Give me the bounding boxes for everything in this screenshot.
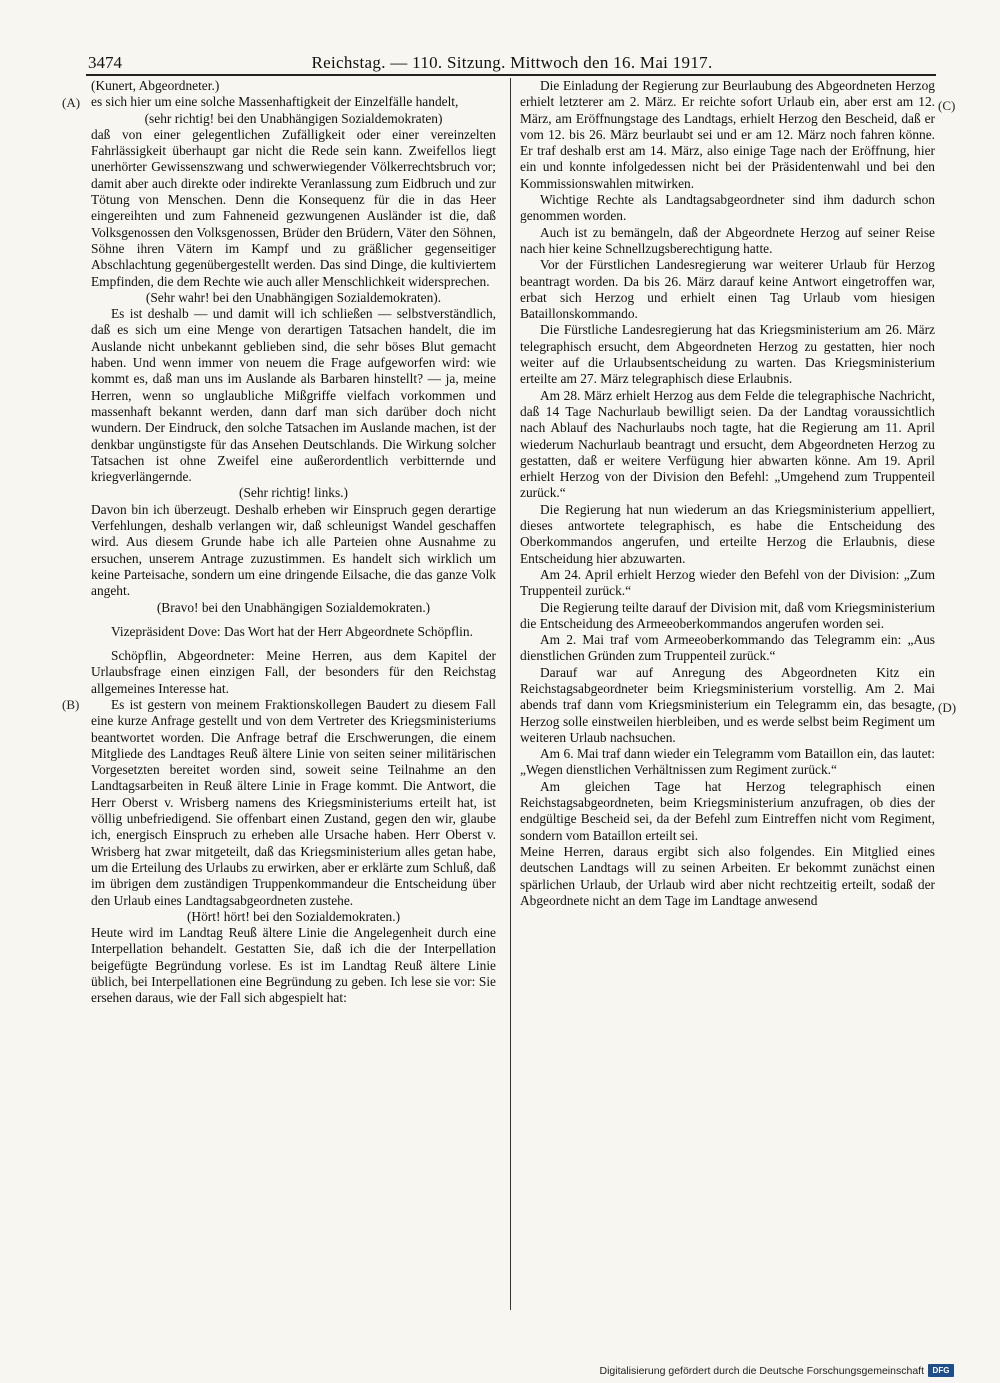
paragraph: Vizepräsident Dove: Das Wort hat der Herr Abgeordnete Schöpflin. xyxy=(111,623,473,639)
paragraph: Auch ist zu bemängeln, daß der Abgeordnete Herzog auf seiner Reise nach hier keine Schnellzugsberechtigung hatte. xyxy=(520,224,935,256)
margin-marker-c: (C) xyxy=(938,98,956,113)
paragraph: es sich hier um eine solche Massenhaftigkeit der Einzelfälle handelt, xyxy=(91,94,459,110)
paragraph: Davon bin ich überzeugt. Deshalb erheben wir Einspruch gegen derartige Verfehlungen, deshalb verlangen wir, daß schleunigst Wandel geschaffen wird. Aus diesem Grunde habe ich alle Parteien ohne Ausnahme zu ersuchen, unserem Antrage zuzustimmen. Es handelt sich wirklich um keine Parteisache, sondern um eine dringende Eilsache, die das ganze Volk angeht. xyxy=(91,501,496,599)
paragraph: Am 6. Mai traf dann wieder ein Telegramm vom Bataillon ein, das lautet: „Wegen dienstlichen Verhältnissen zum Regiment zurück.“ xyxy=(520,746,935,778)
column-divider xyxy=(510,78,511,1310)
paragraph: Die Einladung der Regierung zur Beurlaubung des Abgeordneten Herzog erhielt letzterer am 2. März. Er reichte sofort Urlaub ein, aber erst am 12. März, am Eröffnungstage des Landtags, erhielt Herzog den Bescheid, daß er vom 12. bis 26. März beurlaubt sei und er am 12. März noch fahren könne. Er traf deshalb erst am 14. März, also einige Tage nach der Eröffnung, hier ein und konnte infolgedessen nicht bei der Präsidentenwahl und bei den Kommissionswahlen mitwirken. xyxy=(520,78,935,191)
page-number: 3474 xyxy=(88,53,122,72)
margin-marker-b: (B) xyxy=(62,697,80,712)
paragraph: Am gleichen Tage hat Herzog telegraphisch einen Reichstagsabgeordneten, beim Kriegsministerium anzufragen, ob dies der endgültige Bescheid sei, da der Befehl zum Eintreffen nicht vom Regiment, sondern vom Bataillon erteilt sei. xyxy=(520,778,935,843)
dfg-logo: DFG xyxy=(928,1364,954,1377)
paragraph: Die Fürstliche Landesregierung hat das Kriegsministerium am 26. März telegraphisch ersucht, dem Abgeordneten Herzog zu gestatten, hier noch weiter auf die Urlaubsentscheidung zu warten. Das Kriegsministerium erteilte am 27. März telegraphisch diese Erlaubnis. xyxy=(520,322,935,387)
left-column xyxy=(91,78,496,1308)
paragraph: (Bravo! bei den Unabhängigen Sozialdemokraten.) xyxy=(156,599,431,615)
header-rule xyxy=(86,74,936,76)
funding-note: Digitalisierung gefördert durch die Deutsche Forschungsgemeinschaft xyxy=(599,1364,924,1377)
running-title: Reichstag. — 110. Sitzung. Mittwoch den 16. Mai 1917. xyxy=(311,53,713,72)
paragraph: daß von einer gelegentlichen Zufälligkeit oder einer vereinzelten Fahrlässigkeit überhaupt gar nicht die Rede sein kann. Zweifellos liegt unerhörter Gewissenszwang und schwerwiegender Völkerrechtsbruch vor; damit aber auch direkte oder indirekte Veranlassung zum Eidbruch und zur Tötung von Menschen. Denn die Konsequenz für die in das Heer eingereihten und zum Fahneneid gezwungenen Ausländer ist die, daß Volksgenossen den Volksgenossen, Brüder den Brüdern, Väter den Söhnen, Söhne ihren Vätern im Kampf und zu gräßlicher gegenseitiger Abschlachtung gegenübergestellt werden. Das sind Dinge, die kultiviertem Empfinden, die dem Rechte wie auch aller Menschlichkeit widersprechen. xyxy=(91,126,496,289)
paragraph: Darauf war auf Anregung des Abgeordneten Kitz ein Reichstagsabgeordneter beim Kriegsministerium vorstellig. Am 2. Mai abends traf dann vom Kriegsministerium ein Telegramm ein, das besagte, Herzog solle einstweilen hierbleiben, und es werde selbst beim Regiment um weiteren Urlaub nachsuchen. xyxy=(520,664,935,745)
paragraph: Vor der Fürstlichen Landesregierung war weiterer Urlaub für Herzog beantragt worden. Da bis 26. März darauf keine Antwort eingetroffen war, erbat sich Herzog und erhielt einen Tag Urlaub vom hiesigen Bataillonskommando. xyxy=(520,257,935,322)
right-column xyxy=(520,78,935,1308)
paragraph: (Sehr wahr! bei den Unabhängigen Sozialdemokraten). xyxy=(145,289,442,305)
paragraph: (Hört! hört! bei den Sozialdemokraten.) xyxy=(186,908,401,924)
paragraph: Die Regierung hat nun wiederum an das Kriegsministerium appelliert, dieses antwortete telegraphisch, es habe die Entscheidung des Oberkommandos angerufen, und erteilte Herzog die Erlaubnis, diese Entscheidung hier abzuwarten. xyxy=(520,501,935,566)
paragraph: Wichtige Rechte als Landtagsabgeordneter sind ihm dadurch schon genommen worden. xyxy=(520,192,935,224)
footer-credit xyxy=(599,1364,954,1377)
paragraph: (Kunert, Abgeordneter.) xyxy=(91,78,220,93)
paragraph: Heute wird im Landtag Reuß ältere Linie die Angelegenheit durch eine Interpellation behandelt. Gestatten Sie, daß ich die der Interpellation beigefügte Begründung vorlese. Es ist im Landtag Reuß ältere Linie üblich, bei Interpellationen eine Begründung zu geben. Ich lese sie vor: Sie ersehen daraus, wie der Fall sich abgespielt hat: xyxy=(91,925,496,1006)
margin-marker-a: (A) xyxy=(62,95,81,110)
margin-marker-d: (D) xyxy=(938,700,957,715)
paragraph: (Sehr richtig! links.) xyxy=(239,485,348,501)
paragraph: Es ist gestern von meinem Fraktionskollegen Baudert zu diesem Fall eine kurze Anfrage gestellt und von dem Vertreter des Kriegsministeriums beantwortet worden. Die Anfrage betraf die Erschwerungen, die einem Mitgliede des Landtages Reuß ältere Linie von seiten seiner militärischen Vorgesetzten bereitet worden sind, soweit seine Teilnahme an den Landtagsarbeiten in Reuß ältere Linie in Frage kommt. Die Antwort, die Herr Oberst v. Wrisberg namens des Kriegsministeriums erteilt hat, ist völlig unbefriedigend. Sie offenbart einen Zustand, gegen den wir, glaube ich, energisch Einspruch zu erheben alle Ursache haben. Herr Oberst v. Wrisberg hat zwar mitgeteilt, daß das Kriegsministerium alles getan habe, um die Erteilung des Urlaubs zu erwirken, aber er erklärte zum Schluß, daß im übrigen dem zuständigen Truppenkommandeur die Entscheidung über den Urlaub eines Landtagsabgeordneten zustehe. xyxy=(91,696,496,908)
paragraph: (sehr richtig! bei den Unabhängigen Sozialdemokraten) xyxy=(144,110,443,126)
paragraph: Am 24. April erhielt Herzog wieder den Befehl von der Division: „Zum Truppenteil zurück.“ xyxy=(520,566,935,599)
paragraph: Die Regierung teilte darauf der Division mit, daß vom Kriegsministerium die Entscheidung des Armeeoberkommandos angerufen worden sei. xyxy=(520,599,935,631)
paragraph: Am 28. März erhielt Herzog aus dem Felde die telegraphische Nachricht, daß 14 Tage Nachurlaub bewilligt seien. Da der Landtag voraussichtlich nach Ablauf des Nachurlaubs noch tagte, hat die Regierung am 11. April wiederum Nachurlaub beantragt und ersucht, dem Abgeordneten Herzog zu gestatten, daß er weitere Verfügung hier abwarten könne. Am 19. April erhielt Herzog von der Division den Befehl: „Umgehend zum Truppenteil zurück.“ xyxy=(520,387,935,501)
paragraph: Am 2. Mai traf vom Armeeoberkommando das Telegramm ein: „Aus dienstlichen Gründen zum Truppenteil zurück.“ xyxy=(520,632,935,664)
paragraph: Schöpflin, Abgeordneter: Meine Herren, aus dem Kapitel der Urlaubsfrage einen einzigen Fall, der besonders für den Reichstag allgemeines Interesse hat. xyxy=(91,648,496,696)
paragraph: Meine Herren, daraus ergibt sich also folgendes. Ein Mitglied eines deutschen Landtags will zu seinen Arbeiten. Er bekommt zunächst einen spärlichen Urlaub, der Urlaub wird aber nicht rechtzeitig erteilt, sodaß der Abgeordnete nicht an dem Tage im Landtage anwesend xyxy=(520,843,935,908)
paragraph: Es ist deshalb — und damit will ich schließen — selbstverständlich, daß es sich um eine Menge von derartigen Tatsachen handelt, die im Auslande nicht unbekannt geblieben sind, die sehr böses Blut gemacht haben. Und wenn immer von neuem die Frage aufgeworfen wird: wie kommt es, daß man uns im Auslande als Barbaren hinstellt? — ja, meine Herren, wenn so unglaubliche Mißgriffe vielfach vorkommen und massenhaft bekannt werden, dann darf man sich darüber doch nicht wundern. Der Eindruck, den solche Tatsachen im Auslande machen, ist der denkbar ungünstigste für das Ansehen Deutschlands. Die Wirkung solcher Tatsachen ist ohne Zweifel eine außerordentlich verbitternde und kriegverlängernde. xyxy=(91,306,496,485)
page-header xyxy=(88,52,936,74)
